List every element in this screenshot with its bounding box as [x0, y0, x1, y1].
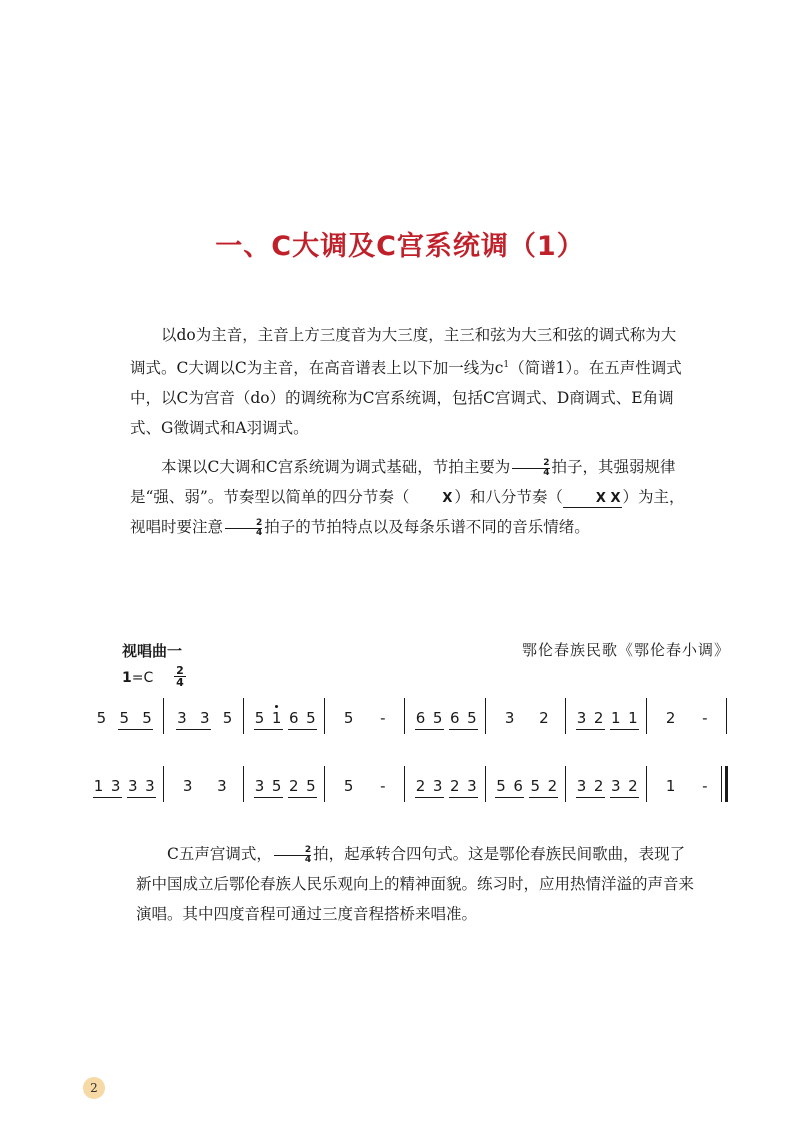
note: 2 [289, 777, 299, 795]
dash-note: - [380, 709, 386, 727]
note: 6 [289, 709, 299, 727]
key-name: =C [131, 670, 154, 686]
note: 3 [576, 709, 587, 727]
note: 3 [177, 709, 187, 727]
exercise-description [136, 839, 696, 929]
note: 3 [254, 777, 265, 795]
eighth-beam [449, 729, 478, 730]
notation-line-1 [0, 709, 800, 749]
eighth-beam [415, 797, 444, 798]
intro-p1-superscript: 1 [503, 360, 510, 370]
note: 5 [222, 709, 233, 727]
key-degree: 1 [122, 670, 132, 686]
eighth-beam [576, 729, 605, 730]
note: 3 [182, 777, 193, 795]
bar-line [324, 766, 325, 802]
note: 3 [432, 777, 443, 795]
note: 2 [593, 777, 604, 795]
dash-note: - [702, 777, 708, 795]
eighth-beam [449, 797, 478, 798]
bar-line [721, 766, 722, 802]
eighth-beam [254, 729, 283, 730]
meter-bottom: 4 [512, 468, 549, 478]
note: 6 [415, 709, 426, 727]
intro-p2-c: ）和八分节奏（ [454, 488, 563, 506]
eighth-beam [610, 729, 639, 730]
intro-paragraph-2 [130, 452, 690, 542]
description-head: C五声宫调式， [167, 845, 272, 863]
bar-line [243, 766, 244, 802]
note: 3 [217, 777, 227, 795]
eighth-beam [288, 729, 317, 730]
note: 5 [119, 709, 130, 727]
eighth-beam [93, 797, 122, 798]
eighth-beam [176, 729, 211, 730]
note: 6 [513, 777, 523, 795]
lesson-title: 一、C大调及C宫系统调（1） [215, 231, 585, 262]
note: 2 [665, 709, 676, 727]
bar-line [646, 766, 647, 802]
note: 2 [415, 777, 426, 795]
bar-line [565, 698, 566, 734]
note: 5 [467, 709, 477, 727]
eighth-beam [254, 797, 283, 798]
bar-line [565, 766, 566, 802]
quarter-rhythm: X [442, 491, 453, 506]
note: 1 [93, 777, 104, 795]
eighth-beam [610, 797, 639, 798]
meter-top-3: 2 [304, 844, 312, 855]
eighth-beam [495, 797, 524, 798]
note: 2 [539, 709, 549, 727]
note: 1 [628, 709, 638, 727]
page-number: 2 [83, 1077, 105, 1099]
note: 3 [128, 777, 138, 795]
intro-p2-a: 本课以C大调和C宫系统调为调式基础，节拍主要为 [161, 458, 511, 476]
final-bar-line [725, 766, 728, 802]
meter-top: 2 [543, 457, 550, 468]
meter-sig-bottom: 4 [174, 676, 186, 688]
eighth-beam [529, 797, 558, 798]
note: 5 [343, 709, 354, 727]
bar-line [485, 698, 486, 734]
bar-line [646, 698, 647, 734]
high-octave-dot [275, 705, 278, 708]
intro-p2-d: ）为主，视唱时要注意 [130, 488, 685, 536]
time-signature-inline-2 [225, 519, 262, 538]
note: 5 [496, 777, 506, 795]
meter-signature [174, 665, 186, 688]
note: 1 [665, 777, 676, 795]
intro-p2-b: 拍子，其强弱规律是“强、弱”。节奏型以简单的四分节奏（ [130, 458, 676, 506]
intro-p1-tail: （简谱1）。在五声性调式中，以C为宫音（do）的调统称为C宫系统调，包括C宫调式、D商调式、E角调式、G徵调式和A羽调式。 [130, 359, 682, 438]
meter-sig-top: 2 [176, 664, 184, 677]
note: 3 [199, 709, 210, 727]
note: 3 [145, 777, 155, 795]
intro-paragraph-1 [130, 320, 690, 443]
eighth-beam [576, 797, 605, 798]
bar-line [485, 766, 486, 802]
eighth-beam [288, 797, 317, 798]
exercise-label: 视唱曲一 [122, 642, 183, 660]
note: 5 [254, 709, 265, 727]
bar-line [404, 766, 405, 802]
bar-line [404, 698, 405, 734]
note: 3 [611, 777, 621, 795]
note: 5 [96, 709, 107, 727]
song-source: 鄂伦春族民歌《鄂伦春小调》 [521, 641, 730, 659]
intro-p1-text: 以do为主音，主音上方三度音为大三度，主三和弦为大三和弦的调式称为大调式。C大调以C为主音，在高音谱表上以下加一线为c [130, 326, 677, 378]
key-signature [122, 670, 153, 686]
note: 5 [306, 709, 316, 727]
eighth-beam [118, 729, 153, 730]
dash-note: - [380, 777, 386, 795]
note: 2 [593, 709, 604, 727]
time-signature-inline [512, 459, 549, 478]
note: 5 [306, 777, 316, 795]
note: 6 [450, 709, 460, 727]
meter-bottom-2: 4 [225, 528, 262, 538]
notation-line-2 [0, 777, 800, 817]
eighth-beam [127, 797, 156, 798]
note: 3 [110, 777, 121, 795]
time-signature-inline-3 [274, 846, 311, 865]
intro-p2-e: 拍子的节拍特点以及每条乐谱不同的音乐情绪。 [264, 518, 590, 536]
meter-bottom-3: 4 [274, 855, 311, 865]
note: 3 [576, 777, 587, 795]
note: 3 [504, 709, 515, 727]
meter-top-2: 2 [256, 517, 263, 528]
eighth-beam [415, 729, 444, 730]
bar-line [324, 698, 325, 734]
note: 5 [142, 709, 152, 727]
note: 2 [628, 777, 638, 795]
description-tail: 拍，起承转合四句式。这是鄂伦春族民间歌曲，表现了新中国成立后鄂伦春族人民乐观向上的精神面貌。练习时，应用热情洋溢的声音来演唱。其中四度音程可通过三度音程搭桥来唱准。 [136, 845, 695, 923]
note: 5 [271, 777, 282, 795]
bar-line [163, 766, 164, 802]
note: 2 [547, 777, 558, 795]
note: 5 [432, 709, 443, 727]
note: 5 [530, 777, 541, 795]
bar-line [726, 698, 727, 734]
note: 5 [343, 777, 354, 795]
dash-note: - [702, 709, 708, 727]
note: 3 [467, 777, 477, 795]
note: 1 [271, 709, 282, 727]
bar-line [243, 698, 244, 734]
note: 2 [450, 777, 460, 795]
eighth-rhythm: X X [563, 491, 623, 508]
note: 1 [611, 709, 621, 727]
bar-line [163, 698, 164, 734]
